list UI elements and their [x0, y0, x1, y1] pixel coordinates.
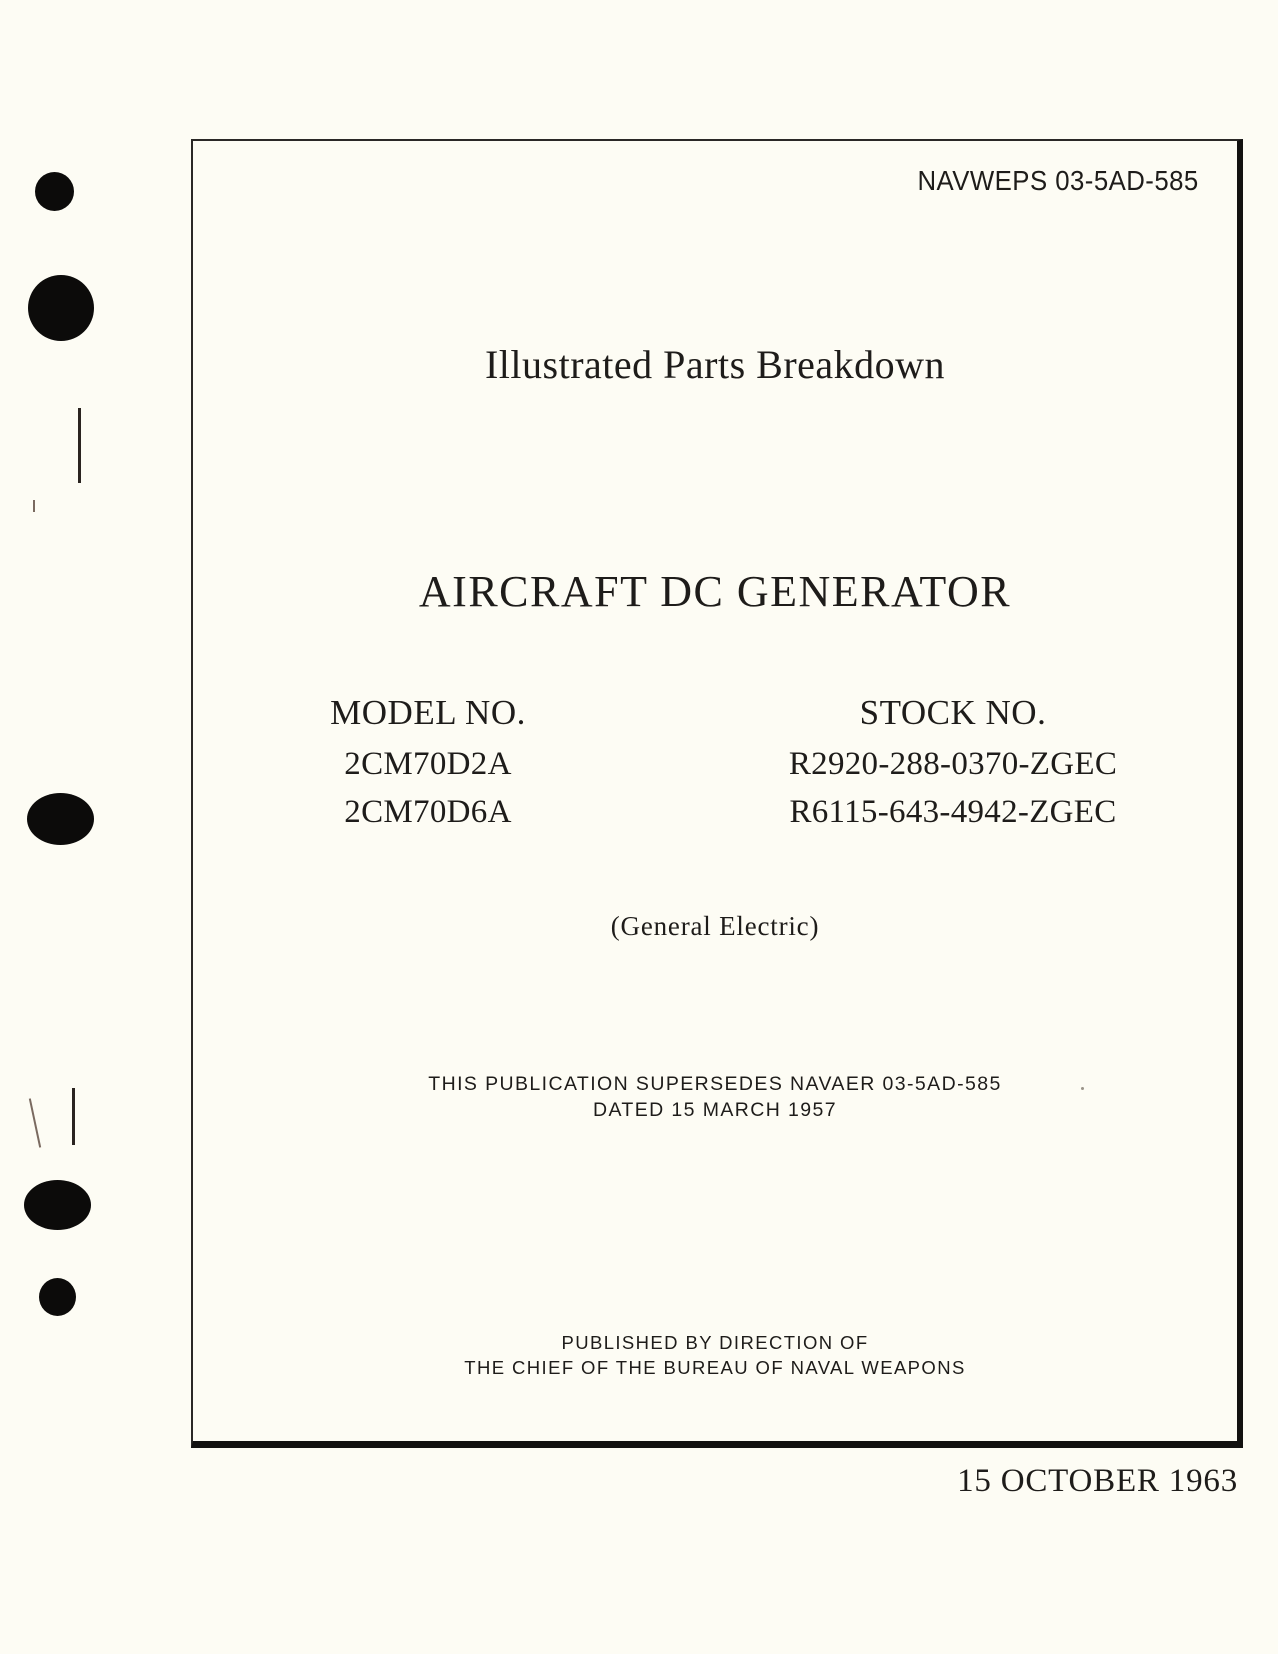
punch-hole: [27, 793, 94, 845]
staple-mark: [72, 1088, 75, 1145]
manufacturer-name: (General Electric): [610, 911, 820, 941]
punch-hole: [24, 1180, 91, 1230]
scratch-mark: [29, 1098, 41, 1147]
published-by-line: PUBLISHED BY DIRECTION OF: [561, 1332, 869, 1353]
model-number-column: [313, 686, 543, 836]
stock-number-column: [748, 686, 1158, 836]
punch-hole: [28, 275, 94, 341]
document-title: AIRCRAFT DC GENERATOR: [418, 567, 1012, 616]
model-number-value: 2CM70D6A: [344, 794, 512, 830]
supersedes-line: THIS PUBLICATION SUPERSEDES NAVAER 03-5AD-585: [428, 1073, 1002, 1095]
scratch-mark: [33, 500, 35, 512]
stock-number-value: R2920-288-0370-ZGEC: [788, 746, 1118, 782]
punch-hole: [35, 172, 74, 211]
punch-hole: [39, 1278, 76, 1316]
staple-mark: [78, 408, 81, 483]
model-number-header: MODEL NO.: [330, 693, 526, 732]
paper-speck: [1081, 1087, 1084, 1090]
model-number-value: 2CM70D2A: [344, 746, 512, 782]
cover-frame: [191, 139, 1243, 1448]
stock-number-value: R6115-643-4942-ZGEC: [789, 794, 1117, 830]
issue-date: 15 OCTOBER 1963: [957, 1463, 1238, 1499]
publishing-authority: [193, 1330, 1237, 1380]
bureau-line: THE CHIEF OF THE BUREAU OF NAVAL WEAPONS: [464, 1357, 966, 1378]
supersedes-date-line: DATED 15 MARCH 1957: [592, 1099, 838, 1121]
supersedes-notice: [193, 1071, 1237, 1123]
document-subtitle: Illustrated Parts Breakdown: [484, 342, 946, 387]
stock-number-header: STOCK NO.: [859, 693, 1047, 732]
publication-number: NAVWEPS 03-5AD-585: [917, 165, 1199, 196]
